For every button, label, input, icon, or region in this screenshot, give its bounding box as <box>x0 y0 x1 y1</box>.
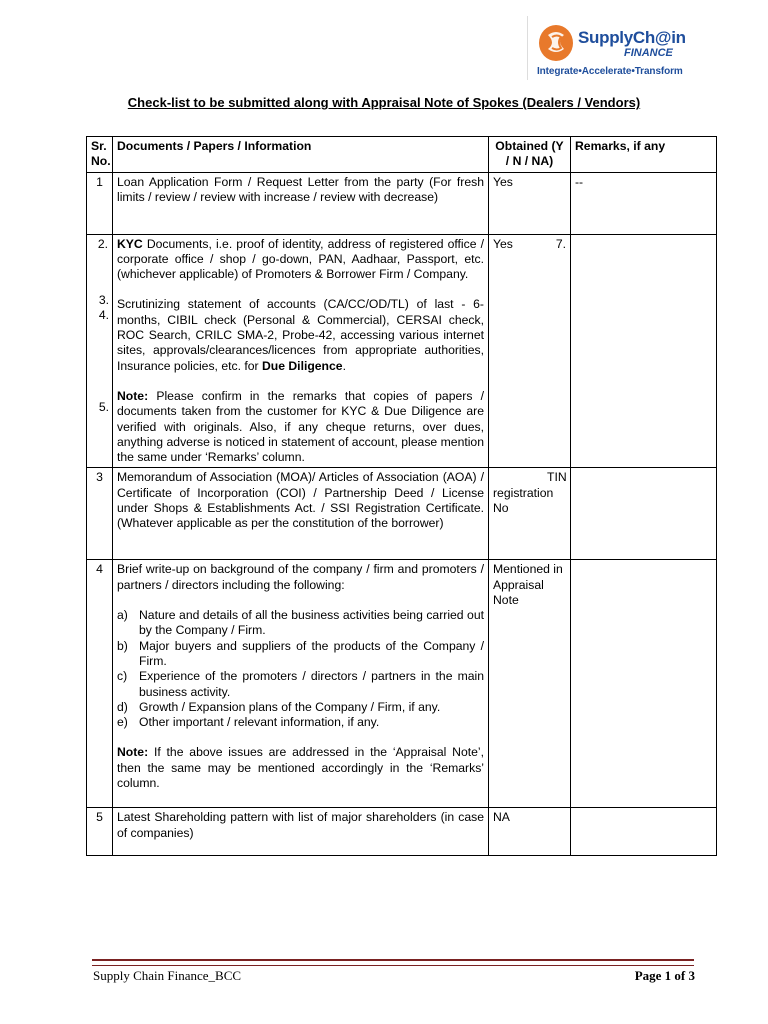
scrutiny-paragraph <box>117 297 484 373</box>
table-row <box>87 172 717 234</box>
row-obtained: NA <box>489 808 571 856</box>
kyc-label: KYC <box>117 236 143 251</box>
row-obtained-value: TIN registration No <box>493 470 567 516</box>
table-row <box>87 560 717 808</box>
table-row <box>87 808 717 856</box>
list-item: e) Other important / relevant information, if any. <box>117 715 380 730</box>
background-intro: Brief write-up on background of the company / firm and promoters / partners / directors including the following: <box>117 562 484 592</box>
note-label: Note: <box>117 388 149 403</box>
note-text: Please confirm in the remarks that copies of papers / documents taken from the customer for KYC & Due Diligence are verified with originals. Also, if any cheque returns, over dues, anything adverse is noticed in statement of account, please mention the same under ‘Remarks’ column. <box>117 388 484 465</box>
kyc-paragraph <box>117 237 484 283</box>
row-document <box>113 234 489 468</box>
row-sr-no <box>87 234 113 468</box>
header-remarks: Remarks, if any <box>571 137 717 173</box>
background-items-list <box>117 608 484 730</box>
row-obtained <box>489 468 571 560</box>
footer-document-name: Supply Chain Finance_BCC <box>93 968 242 983</box>
note-text: If the above issues are addressed in the ‘Appraisal Note’, then the same may be mentioned accordingly in the ‘Remarks’ column. <box>117 745 484 791</box>
checklist-table <box>86 136 717 856</box>
row-document: Latest Shareholding pattern with list of major shareholders (in case of companies) <box>113 808 489 856</box>
header-obtained: Obtained (Y / N / NA) <box>489 137 571 173</box>
row-sr-no: 3 <box>87 468 113 560</box>
list-item: d) Growth / Expansion plans of the Company / Firm, if any. <box>117 699 441 714</box>
row-sr-number: 2. <box>97 236 108 251</box>
table-row <box>87 468 717 560</box>
header-documents: Documents / Papers / Information <box>113 137 489 173</box>
row-obtained: Mentioned in Appraisal Note <box>489 560 571 808</box>
document-title: Check-list to be submitted along with Appraisal Note of Spokes (Dealers / Vendors) <box>127 95 641 110</box>
note-label: Note: <box>117 745 149 760</box>
table-row <box>87 234 717 468</box>
row-sr-extra-number: 5. <box>98 399 109 414</box>
note-paragraph <box>117 389 484 465</box>
row-sr-extra-number: 3. <box>98 292 109 307</box>
row-sr-no: 1 <box>87 172 113 234</box>
row-remarks: -- <box>571 172 717 234</box>
row-obtained <box>489 234 571 468</box>
scrutiny-text: Scrutinizing statement of accounts (CA/CC/OD/TL) of last - 6- months, CIBIL check (Personal & Commercial), CERSAI check, ROC Search, CRILC SMA-2, Probe-42, accessing various internet sites, approvals/clearances/licences from appropriate authorities, Insurance policies, etc. for <box>117 297 484 373</box>
row-document: Loan Application Form / Request Letter from the party (For fresh limits / review / review with increase / review with decrease) <box>113 172 489 234</box>
logo-tagline: Integrate•Accelerate•Transform <box>537 66 683 77</box>
row-obtained-value: Yes <box>493 236 513 251</box>
scrutiny-end: . <box>342 358 346 373</box>
row-sr-no: 5 <box>87 808 113 856</box>
row-remarks <box>571 468 717 560</box>
due-diligence-label: Due Diligence <box>261 358 343 373</box>
logo-emblem-icon <box>536 21 576 65</box>
row-sr-extra-number: 4. <box>98 307 109 322</box>
supply-chain-finance-logo <box>527 16 706 80</box>
footer-page-number: Page 1 of 3 <box>634 968 695 983</box>
note-paragraph <box>117 745 484 791</box>
row-remarks <box>571 560 717 808</box>
row-remarks <box>571 234 717 468</box>
logo-brand-subtext: FINANCE <box>624 47 673 59</box>
row-obtained: Yes <box>489 172 571 234</box>
header-sr-no: Sr. No. <box>87 137 113 173</box>
logo-brand-text: SupplyCh@in <box>578 28 686 47</box>
list-item: c) Experience of the promoters / directors / partners in the main business activity. <box>117 669 484 699</box>
kyc-text: Documents, i.e. proof of identity, address of registered office / corporate office / shop / go-down, PAN, Aadhaar, Passport, etc. (whichever applicable) of Promoters & Borrower Firm / Company. <box>117 236 484 282</box>
row-sr-no: 4 <box>87 560 113 808</box>
row-remarks <box>571 808 717 856</box>
table-header-row <box>87 137 717 173</box>
footer-divider <box>92 959 694 966</box>
row-document <box>113 560 489 808</box>
row-document: Memorandum of Association (MOA)/ Articles of Association (AOA) / Certificate of Incorporation (COI) / Partnership Deed / License under Shops & Establishments Act. / SSI Registration Certificate. (Whatever applicable as per the constitution of the borrower) <box>113 468 489 560</box>
list-item: b) Major buyers and suppliers of the products of the Company / Firm. <box>117 638 484 668</box>
list-item: a) Nature and details of all the business activities being carried out by the Company / Firm. <box>117 608 484 638</box>
row-obtained-extra: 7. <box>555 236 566 251</box>
